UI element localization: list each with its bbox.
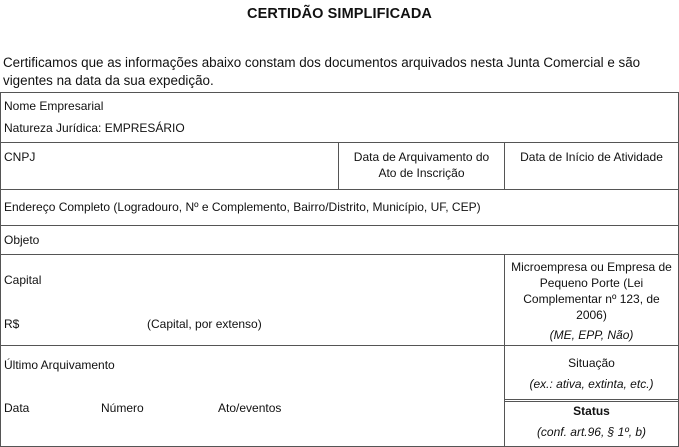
objeto-label: Objeto	[4, 233, 40, 247]
data-arquivamento-label	[339, 149, 504, 181]
cnpj-label: CNPJ	[4, 150, 36, 164]
table-border-top	[0, 92, 679, 93]
nome-empresarial-label: Nome Empresarial	[4, 99, 104, 113]
me-epp-line-2: Pequeno Porte (Lei	[539, 276, 644, 290]
me-epp-line-1: Microempresa ou Empresa de	[511, 260, 672, 274]
me-epp-line-3: Complementar nº 123, de	[523, 292, 660, 306]
situacao-label: Situação	[568, 356, 615, 370]
row-divider	[0, 345, 679, 346]
status-label: Status	[573, 404, 610, 418]
capital-rs-label: R$	[4, 317, 20, 331]
row-divider	[0, 254, 679, 255]
ultimo-arquivamento-label: Último Arquivamento	[4, 358, 115, 372]
capital-extenso-label: (Capital, por extenso)	[147, 317, 262, 331]
capital-label: Capital	[4, 273, 42, 287]
row-divider	[0, 142, 679, 143]
endereco-label: Endereço Completo (Logradouro, Nº e Complemento, Bairro/Distrito, Município, UF, CEP)	[4, 200, 481, 214]
data-label: Data	[4, 401, 30, 415]
situacao-status-divider	[505, 399, 679, 400]
row-divider	[0, 189, 679, 190]
status-hint: (conf. art.96, § 1º, b)	[536, 425, 647, 439]
numero-label: Número	[101, 401, 144, 415]
table-border-left	[0, 92, 1, 447]
me-epp-hint: (ME, EPP, Não)	[549, 328, 634, 342]
ato-eventos-label: Ato/eventos	[218, 401, 282, 415]
situacao-hint: (ex.: ativa, extinta, etc.)	[529, 377, 654, 391]
situacao-status-divider	[505, 401, 679, 402]
data-inicio-label: Data de Início de Atividade	[520, 150, 663, 164]
data-arquivamento-line-1: Data de Arquivamento do	[353, 150, 490, 164]
data-arquivamento-line-2: Ato de Inscrição	[378, 166, 465, 180]
certidao-table	[0, 92, 679, 447]
natureza-juridica-label: Natureza Jurídica: EMPRESÁRIO	[4, 121, 185, 135]
row-divider	[0, 225, 679, 226]
me-epp-label	[505, 259, 678, 323]
intro-paragraph: Certificamos que as informações abaixo constam dos documentos arquivados nesta Junta Comercial e são vigentes na data da sua expedição.	[3, 55, 641, 88]
me-epp-line-4: 2006)	[576, 308, 607, 322]
page-title: CERTIDÃO SIMPLIFICADA	[247, 6, 432, 22]
